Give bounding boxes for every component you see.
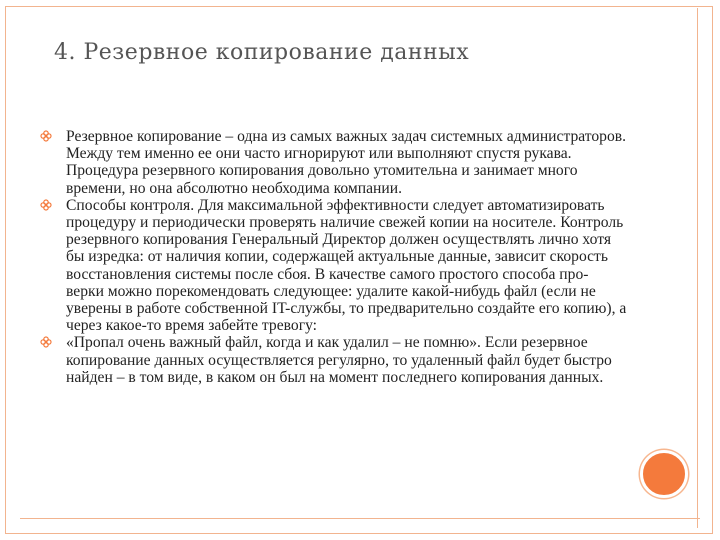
slide-title: 4. Резервное копирование данных (54, 40, 470, 65)
frame-bottom-line (20, 518, 700, 519)
frame-right-line (697, 8, 698, 528)
bullet-list (38, 128, 628, 386)
bullet-item (38, 197, 628, 335)
bullet-item (38, 128, 628, 197)
bullet-text: Способы контроля. Для максимальной эффективности следует автоматизировать процедуру и периодически проверять наличие свежей копии на носителе. Контроль резервного копирования Генеральный Директор должен осуществлять лично хотя бы изредка: от наличия копии, содержащей актуальные данные, зависит скорость восстановления системы после сбоя. В качестве самого простого способа про- верки можно порекомендовать следующее: удалите какой-нибудь файл (если не уверены в работе собственной IT-службы, то предварительно создайте его копию), а через какое-то время забейте тревогу: (66, 196, 627, 335)
flower-bullet-icon (40, 130, 52, 142)
bullet-item (38, 334, 628, 386)
flower-bullet-icon (40, 336, 52, 348)
flower-bullet-icon (40, 199, 52, 211)
bullet-text: «Пропал очень важный файл, когда и как удалил – не помню». Если резервное копирование данных осуществляется регулярно, то удаленный файл будет быстро найден – в том виде, в каком он был на момент последнего копирования данных. (66, 334, 612, 386)
orange-circle-decoration (640, 450, 688, 498)
bullet-text: Резервное копирование – одна из самых важных задач системных администраторов. Между тем именно ее они часто игнорируют или выполняют спустя рукава. Процедура резервного копирования довольно утомительна и занимает много времени, но она абсолютно необходима компании. (66, 128, 627, 197)
